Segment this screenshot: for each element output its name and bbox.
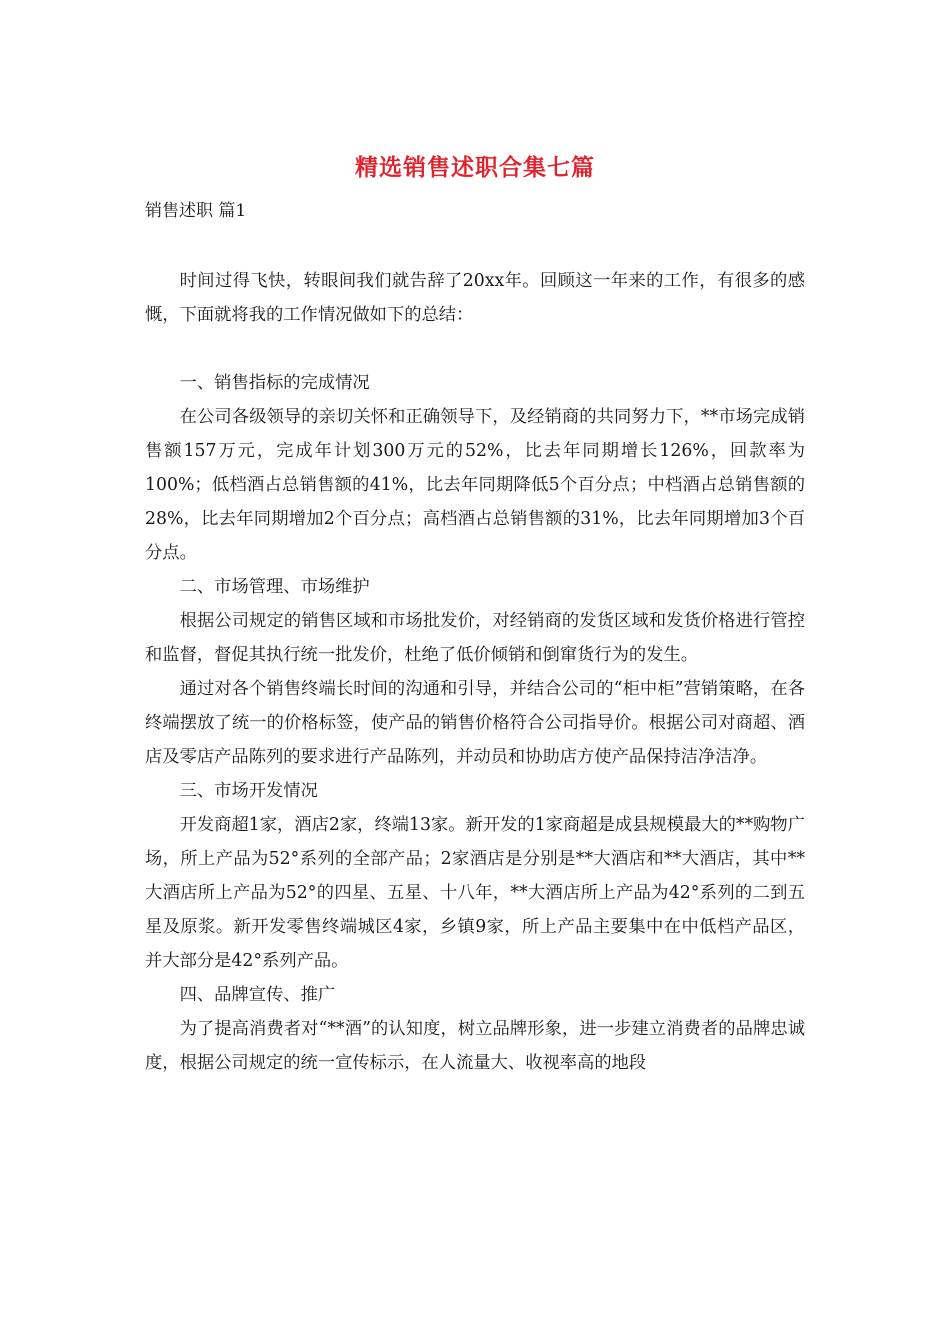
section-heading: 三、市场开发情况 [179, 781, 318, 801]
document-title: 精选销售述职合集七篇 [355, 154, 595, 181]
body-paragraph: 为了提高消费者对“**酒”的认知度，树立品牌形象，进一步建立消费者的品牌忠诚度，根据公司规定的统一宣传标示，在人流量大、收视率高的地段 [145, 1019, 805, 1073]
body-paragraph: 根据公司规定的销售区域和市场批发价，对经销商的发货区域和发货价格进行管控和监督，督促其执行统一批发价，杜绝了低价倾销和倒窜货行为的发生。 [145, 611, 805, 665]
section-heading: 四、品牌宣传、推广 [179, 985, 336, 1005]
document-subtitle: 销售述职 篇1 [145, 201, 247, 221]
body-paragraph: 在公司各级领导的亲切关怀和正确领导下，及经销商的共同努力下，**市场完成销售额157万元，完成年计划300万元的52%，比去年同期增长126%，回款率为100%；低档酒占总销售额的41%，比去年同期降低5个百分点；中档酒占总销售额的28%，比去年同期增加2个百分点；高档酒占总销售额的31%，比去年同期增加3个百分点。 [145, 407, 805, 563]
section-heading: 二、市场管理、市场维护 [179, 577, 370, 597]
document-body [145, 264, 805, 1080]
intro-paragraph: 时间过得飞快，转眼间我们就告辞了20xx年。回顾这一年来的工作，有很多的感慨，下面就将我的工作情况做如下的总结： [145, 271, 805, 325]
body-paragraph: 通过对各个销售终端长时间的沟通和引导，并结合公司的“柜中柜”营销策略，在各终端摆放了统一的价格标签，使产品的销售价格符合公司指导价。根据公司对商超、酒店及零店产品陈列的要求进行产品陈列，并动员和协助店方使产品保持洁净洁净。 [145, 679, 805, 767]
body-paragraph: 开发商超1家，酒店2家，终端13家。新开发的1家商超是成县规模最大的**购物广场，所上产品为52°系列的全部产品；2家酒店是分别是**大酒店和**大酒店，其中**大酒店所上产品为52°的四星、五星、十八年，**大酒店所上产品为42°系列的二到五星及原浆。新开发零售终端城区4家，乡镇9家，所上产品主要集中在中低档产品区，并大部分是42°系列产品。 [145, 815, 805, 971]
section-heading: 一、销售指标的完成情况 [179, 373, 370, 393]
